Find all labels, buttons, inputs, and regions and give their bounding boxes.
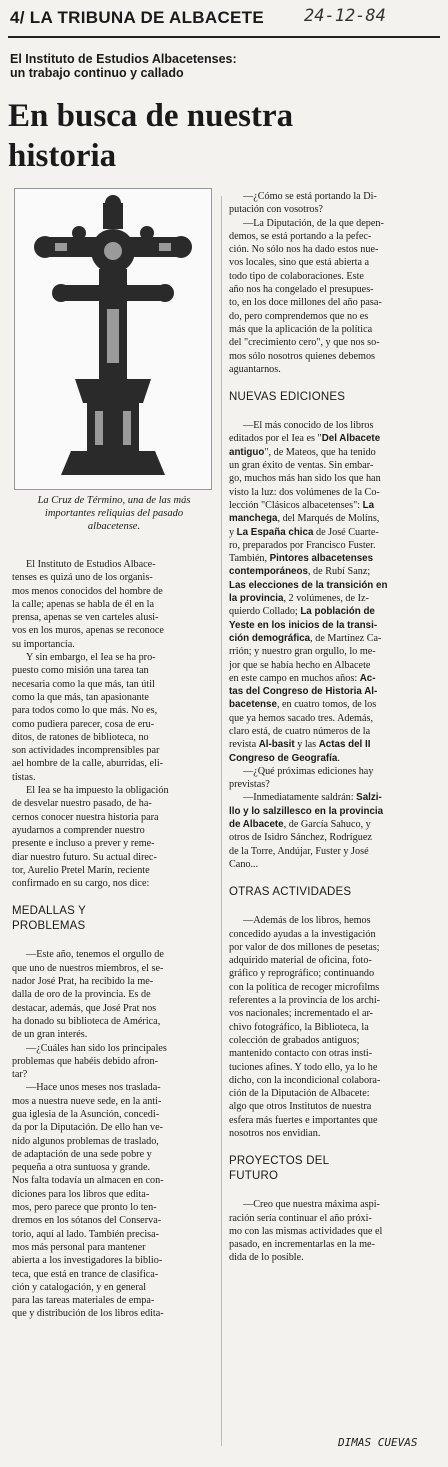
text-line: visto la luz: dos volúmenes de la Co- (229, 486, 380, 498)
text-line: colección de grabados antiguos; (229, 1034, 360, 1046)
text-line: —¿Qué próximas ediciones hay (243, 765, 374, 777)
text-line: También, Pintores albacetenses (229, 553, 374, 565)
text-line: mo con las mismas actividades que el (229, 1225, 383, 1237)
text-line: putación con vosotros? (229, 204, 323, 216)
text-line: de Albacete, de García Sahuco, y (229, 819, 371, 831)
book-title: Salzi- (356, 792, 382, 804)
text-line: destacar, además, que José Prat nos (12, 1002, 157, 1014)
text-line: de un gran interés. (12, 1029, 88, 1041)
caption-line: La Cruz de Término, una de las más (37, 495, 191, 506)
text-line: ael hombre de la calle, aburridas, eli- (12, 758, 164, 770)
section-heading: PROBLEMAS (12, 920, 86, 933)
text-line: rrión; y nuestro gran orgullo, lo me- (229, 646, 376, 658)
headline-line: historia (8, 138, 117, 174)
book-title: llo y lo salzillesco en la provincia (229, 805, 384, 817)
text-line: gua iglesia de la Asunción, concedi- (12, 1108, 160, 1120)
text-line: tenses es quizá uno de los organis- (12, 572, 153, 584)
newspaper-title: 4/ LA TRIBUNA DE ALBACETE (10, 8, 264, 27)
text-line: nosotros nos envidian. (229, 1128, 321, 1139)
book-title: manchega (229, 513, 278, 525)
left-column (12, 558, 222, 1321)
book-title: ción demográfica (229, 632, 311, 644)
text-line: dalla de oro de la provincia. Es de (12, 989, 151, 1001)
text-line: diciones para los libros que edita- (12, 1188, 150, 1200)
text-line: vos locales, sino que está abierta a (229, 257, 370, 269)
book-title: La España chica (236, 526, 314, 538)
book-title: antiguo (229, 446, 265, 458)
book-title: Ac- (359, 672, 376, 684)
text-line: referentes a la provincia de los archi- (229, 995, 381, 1007)
text-line: El Iea se ha impuesto la obligación (26, 785, 169, 797)
text-line: antiguo", de Mateos, que ha tenido (229, 446, 376, 458)
text-line: de la Torre, Andújar, Fuster y José (229, 845, 369, 857)
text-line: por valor de dos millones de pesetas; (229, 941, 380, 953)
text-line: previstas? (229, 779, 270, 791)
stone-cross-icon (15, 189, 211, 489)
text-line: su importancia. (12, 638, 75, 650)
caption-line: albacetense. (87, 521, 141, 532)
text-line: esfera más fuertes e importantes que (229, 1114, 378, 1126)
text-line: contemporáneos, de Rubí Sanz; (229, 566, 371, 578)
text-line: nido algunos problemas de traslado, (12, 1135, 159, 1147)
text-line: la calle; apenas se habla de él en la (12, 598, 154, 610)
photo-caption (10, 494, 218, 533)
text-line: —Este año, tenemos el orgullo de (26, 949, 164, 961)
text-line: mos menos conocidos del hombre de (12, 585, 163, 597)
text-line: claro está, de cuatro números de la (229, 725, 371, 737)
text-line: —Además de los libros, hemos (243, 915, 371, 927)
kicker (10, 52, 430, 80)
text-line: ro, preparados por Francisco Fuster. (229, 539, 376, 551)
text-line: puesto como misión una tarea tan (12, 665, 149, 677)
text-line: demos, se está portando a la pefec- (229, 230, 372, 242)
text-line: Cano... (229, 858, 259, 870)
text-line: lección "Clásicos albacetenses": La (229, 499, 375, 511)
text-line: torio, aquí al lado. También precisa- (12, 1228, 160, 1240)
text-line: —La Diputación, de la que depen- (243, 217, 384, 229)
text-line (229, 685, 439, 698)
cross-photo (14, 188, 212, 490)
book-title: contemporáneos (229, 566, 308, 578)
text-line: pasado, en incrementarlas en la me- (229, 1239, 375, 1251)
text-line: adquirido material de oficina, foto- (229, 955, 372, 967)
text-line: que uno de nuestros miembros, el se- (12, 962, 164, 974)
section-heading: OTRAS ACTIVIDADES (229, 886, 352, 899)
book-title: Al-basit (258, 739, 295, 751)
text-line: —¿Cómo se está portando la Di- (243, 191, 377, 202)
text-line: mos, pero parece que pronto lo ten- (12, 1202, 157, 1214)
text-line: presente e incluso a prever y reme- (12, 838, 155, 850)
text-line: un gran éxito de ventas. Sin embar- (229, 460, 374, 472)
text-line: de adaptación de una sede pobre y (12, 1148, 152, 1160)
text-line: manchega, del Marqués de Molíns, (229, 513, 380, 525)
text-line: gráfico y reprográfico; continuando (229, 968, 375, 980)
text-line: concedido ayudas a la investigación (229, 928, 376, 940)
book-title: la provincia (229, 593, 284, 605)
text-line: —Hace unos meses nos traslada- (26, 1082, 161, 1094)
text-line: prensa, apenas se ven carteles alusi- (12, 612, 159, 624)
text-line: quierdo Collado; La población de (229, 606, 375, 618)
handwritten-date: 24-12-84 (304, 6, 386, 26)
section-heading: FUTURO (229, 1170, 279, 1183)
book-title: bacetense (229, 699, 277, 711)
text-line: algo que otros Institutos de nuestra (229, 1101, 372, 1113)
text-line: —Inmediatamente saldrán: Salzi- (243, 792, 382, 804)
text-line: to, en los doce millones del año pasa- (229, 297, 382, 309)
text-line: ración sería continuar el año próxi- (229, 1212, 372, 1224)
book-title: La (362, 499, 375, 511)
text-line: dicho, con la incondicional colabora- (229, 1074, 381, 1086)
text-line: aguantarnos. (229, 363, 281, 375)
headline-line: En busca de nuestra (8, 98, 294, 134)
text-line: la provincia, 2 volúmenes, de Iz- (229, 593, 369, 605)
text-line: y La España chica de José Cuarte- (229, 526, 379, 538)
author-signature: DIMAS CUEVAS (338, 1436, 418, 1449)
text-line: diar nuestro futuro. Su actual direc- (12, 851, 157, 863)
text-line: ción. No sólo nos ha dado estos nue- (229, 244, 379, 256)
text-line: tistas. (12, 771, 36, 783)
book-title: Pintores albacetenses (269, 553, 374, 565)
text-line: Y sin embargo, el Iea se ha pro- (26, 652, 156, 664)
text-line: Congreso de Geografía. (229, 752, 340, 764)
text-line: El Instituto de Estudios Albace- (26, 559, 156, 570)
text-line (229, 579, 439, 592)
book-title: tas del Congreso de Historia Al- (229, 686, 378, 698)
text-line: que ya hemos sacado tres. Además, (229, 712, 373, 724)
book-title: Del Albacete (321, 433, 381, 445)
text-line: jor que se había hecho en Albacete (229, 659, 371, 671)
text-line: teca, que está en trance de clasifica- (12, 1268, 159, 1280)
text-line (229, 619, 439, 632)
text-line: de desvelar nuestro pasado, de ha- (12, 798, 152, 810)
text-line: problemas que habéis debido afron- (12, 1055, 158, 1067)
text-line: ción y catalogación, y en general (12, 1281, 147, 1293)
right-column (229, 190, 439, 1265)
text-line: tor, Aurelio Pretel Marín, reciente (12, 864, 150, 876)
text-line: do, pero comprendemos que no es (229, 310, 369, 322)
text-line: bacetense, en cuatro tomos, de los (229, 699, 377, 711)
book-title: Actas del II (318, 739, 371, 751)
text-line: año nos ha congelado el presupues- (229, 284, 374, 296)
text-line: tar? (12, 1069, 28, 1081)
text-line: ayudarnos a comprender nuestro (12, 824, 145, 836)
text-line: para todos como lo que más. No es, (12, 705, 158, 717)
book-title: Congreso de Geografía (229, 752, 338, 764)
text-line: mos a nuestra nueve sede, en la anti- (12, 1095, 162, 1107)
text-line: cernos conocer nuestra historia para (12, 811, 159, 823)
text-line: en este campo en muchos años: Ac- (229, 672, 376, 684)
section-heading: MEDALLAS Y (12, 905, 87, 918)
text-line: como pudiera parecer, cosa de eru- (12, 718, 155, 730)
text-line: vos en los muros, apenas se reconoce (12, 625, 164, 637)
text-line: del "crecimiento cero", y que nos so- (229, 337, 380, 349)
text-line: —Creo que nuestra máxima aspi- (243, 1199, 380, 1211)
book-title: Yeste en los inicios de la transi- (229, 619, 378, 631)
text-line: pequeña a otra suntuosa y grande. (12, 1162, 151, 1174)
section-heading: NUEVAS EDICIONES (229, 391, 346, 404)
text-line: con la política de recoger microfilms (229, 981, 380, 993)
text-line: chivo fotográfico, la Biblioteca, la (229, 1021, 369, 1033)
caption-line: importantes reliquias del pasado (44, 508, 184, 519)
text-line: abierta a los investigadores la biblio- (12, 1255, 163, 1267)
text-line: mantenido contacto con otras insti- (229, 1048, 373, 1060)
text-line: da por la Diputación. De ello han ve- (12, 1122, 164, 1134)
text-line: —¿Cuáles han sido los principales (26, 1042, 167, 1054)
text-line: mos más personal para mantener (12, 1241, 146, 1253)
book-title: Las elecciones de la transición en (229, 579, 388, 591)
text-line: revista Al-basit y las Actas del II (229, 739, 371, 751)
text-line: ha donado su biblioteca de América, (12, 1015, 161, 1027)
text-line: go, muchos más han sido los que han (229, 473, 381, 485)
text-line: todo tipo de colaboraciones. Este (229, 270, 364, 282)
text-line: ción demográfica, de Martínez Ca- (229, 632, 382, 644)
text-line: dremos en los sótanos del Conserva- (12, 1215, 162, 1227)
text-line: editados por el Iea es "Del Albacete (229, 433, 381, 445)
text-line: nador José Prat, ha recibido la me- (12, 976, 154, 988)
text-line: ditos, de ratones de biblioteca, no (12, 731, 149, 743)
kicker-line: un trabajo continuo y callado (10, 66, 184, 80)
text-line: para las tareas materiales de empa- (12, 1295, 155, 1307)
masthead (8, 8, 440, 38)
text-line: Nos falta todavía un almacen en con- (12, 1175, 164, 1187)
text-line: necesaria como la que más, tan útil (12, 678, 155, 690)
section-heading: PROYECTOS DEL (229, 1155, 330, 1168)
text-line: vos nacionales; incrementado el ar- (229, 1008, 374, 1020)
text-line: que y distribución de los libros edita- (12, 1308, 164, 1320)
text-line: tuciones afines. Y todo ello, ya lo he (229, 1061, 378, 1073)
text-line: como la que más, tan apasionante (12, 691, 149, 703)
text-line: otros de Isidro Sánchez, Rodríguez (229, 832, 372, 844)
text-line: dida de lo posible. (229, 1252, 304, 1264)
text-line: —El más conocido de los libros (243, 420, 374, 432)
kicker-line: El Instituto de Estudios Albacetenses: (10, 52, 237, 66)
book-title: La población de (300, 606, 375, 618)
book-title: de Albacete (229, 819, 284, 831)
text-line: son actividades incomprensibles par (12, 745, 160, 757)
text-line (229, 805, 439, 818)
headline (8, 96, 440, 176)
text-line: mos sólo nosotros quienes debemos (229, 350, 376, 362)
text-line: más que la aplicación de la política (229, 323, 373, 335)
text-line: confirmado en su cargo, nos dice: (12, 878, 150, 890)
text-line: ción de la Diputación de Albacete: (229, 1088, 370, 1100)
